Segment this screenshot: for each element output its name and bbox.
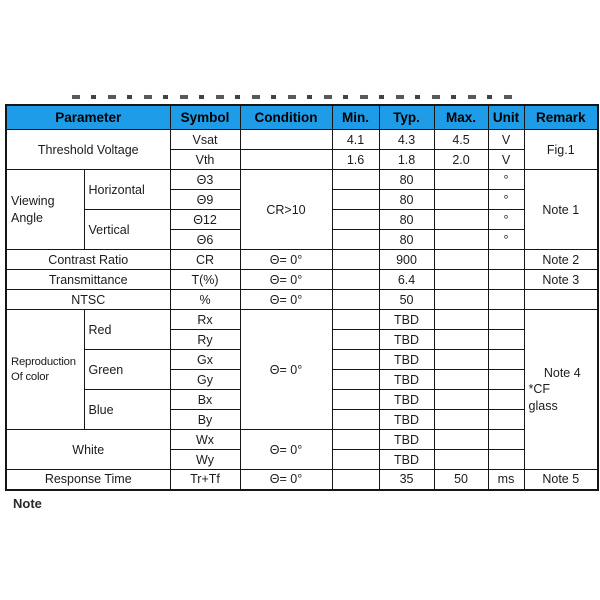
cell-4-1: 4.1 (332, 130, 379, 150)
cell-empty (332, 470, 379, 490)
cell-wx: Wx (170, 430, 240, 450)
col-header-max: Max. (434, 105, 488, 130)
cell-v: V (488, 130, 524, 150)
cell-empty (434, 310, 488, 330)
cell-empty (332, 370, 379, 390)
clipped-footer-note (13, 496, 83, 511)
table-row (6, 270, 598, 290)
cell-vertical: Vertical (84, 210, 170, 250)
cell-tbd: TBD (379, 450, 434, 470)
cell-2-0: 2.0 (434, 150, 488, 170)
cell-theta-0: Θ= 0° (240, 430, 332, 470)
cell-white: White (6, 430, 170, 470)
col-header-condition: Condition (240, 105, 332, 130)
col-header-typ: Typ. (379, 105, 434, 130)
cell-ms: ms (488, 470, 524, 490)
cell-viewing-angle: Viewing Angle (6, 170, 84, 250)
cell-empty (488, 430, 524, 450)
cell-empty (434, 250, 488, 270)
cell-empty (488, 450, 524, 470)
cell-4-3: 4.3 (379, 130, 434, 150)
cell-empty (434, 350, 488, 370)
col-header-unit: Unit (488, 105, 524, 130)
cell-50: 50 (379, 290, 434, 310)
cell-red: Red (84, 310, 170, 350)
cell-: ° (488, 170, 524, 190)
cell-empty (488, 330, 524, 350)
cell-theta-0: Θ= 0° (240, 290, 332, 310)
cell-35: 35 (379, 470, 434, 490)
cell-empty (488, 350, 524, 370)
cell-empty (240, 150, 332, 170)
col-header-parameter: Parameter (6, 105, 170, 130)
cell-note-3: Note 3 (524, 270, 598, 290)
cell-note-1: Note 1 (524, 170, 598, 250)
cell-empty (488, 390, 524, 410)
cell-empty (332, 390, 379, 410)
cell-tbd: TBD (379, 370, 434, 390)
cell-empty (434, 450, 488, 470)
cell-80: 80 (379, 210, 434, 230)
cell-50: 50 (434, 470, 488, 490)
cell-theta-0: Θ= 0° (240, 270, 332, 290)
cell-bx: Bx (170, 390, 240, 410)
table-row (6, 470, 598, 490)
cell-theta12: Θ12 (170, 210, 240, 230)
cell-response-time: Response Time (6, 470, 170, 490)
table-row (6, 130, 598, 150)
cell-tbd: TBD (379, 310, 434, 330)
cell-vth: Vth (170, 150, 240, 170)
cell-note-4-cf-glass: Note 4 *CF glass (524, 310, 598, 470)
cell-empty (434, 410, 488, 430)
cell-1-8: 1.8 (379, 150, 434, 170)
cell-wy: Wy (170, 450, 240, 470)
col-header-min: Min. (332, 105, 379, 130)
cell-: ° (488, 230, 524, 250)
cell-empty (332, 250, 379, 270)
cell-tbd: TBD (379, 410, 434, 430)
cell-empty (434, 170, 488, 190)
cell-: ° (488, 190, 524, 210)
cell-80: 80 (379, 170, 434, 190)
cell-tr-tf: Tr+Tf (170, 470, 240, 490)
cell-empty (434, 210, 488, 230)
cell-empty (332, 350, 379, 370)
cell-900: 900 (379, 250, 434, 270)
cell-empty (332, 210, 379, 230)
cell-tbd: TBD (379, 330, 434, 350)
cell-empty (488, 410, 524, 430)
cell-fig-1: Fig.1 (524, 130, 598, 170)
cell-80: 80 (379, 230, 434, 250)
cell-empty (332, 430, 379, 450)
cell-6-4: 6.4 (379, 270, 434, 290)
cell-empty (434, 370, 488, 390)
cell-empty (332, 270, 379, 290)
cell-empty (434, 270, 488, 290)
cell-green: Green (84, 350, 170, 390)
cell-transmittance: Transmittance (6, 270, 170, 290)
cell-empty (488, 270, 524, 290)
cell-v: V (488, 150, 524, 170)
cell-contrast-ratio: Contrast Ratio (6, 250, 170, 270)
col-header-remark: Remark (524, 105, 598, 130)
cell-empty (488, 370, 524, 390)
cell-blue: Blue (84, 390, 170, 430)
cell-empty (332, 290, 379, 310)
cell-empty (240, 130, 332, 150)
cell-theta9: Θ9 (170, 190, 240, 210)
table-row (6, 310, 598, 330)
cell-theta3: Θ3 (170, 170, 240, 190)
cell-empty (434, 430, 488, 450)
cell-gx: Gx (170, 350, 240, 370)
cell-empty (434, 390, 488, 410)
spec-table (5, 104, 599, 491)
cell-4-5: 4.5 (434, 130, 488, 150)
clipped-footer-note-text: Note (13, 496, 42, 511)
cell-empty (332, 330, 379, 350)
cell-empty (524, 290, 598, 310)
cell-empty (332, 230, 379, 250)
col-header-symbol: Symbol (170, 105, 240, 130)
table-row (6, 170, 598, 190)
cell-: % (170, 290, 240, 310)
cell-tbd: TBD (379, 430, 434, 450)
cell-vsat: Vsat (170, 130, 240, 150)
clipped-title-fragment (72, 95, 520, 99)
cell-empty (332, 310, 379, 330)
cell-empty (434, 290, 488, 310)
cell-80: 80 (379, 190, 434, 210)
cell-empty (434, 330, 488, 350)
cell-empty (488, 250, 524, 270)
cell-ry: Ry (170, 330, 240, 350)
cell-empty (332, 170, 379, 190)
cell-ntsc: NTSC (6, 290, 170, 310)
table-row (6, 430, 598, 450)
cell-gy: Gy (170, 370, 240, 390)
cell-empty (488, 310, 524, 330)
cell-cr-10: CR>10 (240, 170, 332, 250)
cell-theta-0: Θ= 0° (240, 470, 332, 490)
cell-reproduction-of-color: Reproduction Of color (6, 310, 84, 430)
table-row (6, 290, 598, 310)
cell-note-2: Note 2 (524, 250, 598, 270)
cell-t: T(%) (170, 270, 240, 290)
cell-theta-0: Θ= 0° (240, 250, 332, 270)
cell-empty (332, 410, 379, 430)
cell-theta6: Θ6 (170, 230, 240, 250)
cell-tbd: TBD (379, 350, 434, 370)
cell-empty (434, 230, 488, 250)
cell-cr: CR (170, 250, 240, 270)
cell-empty (332, 190, 379, 210)
cell-rx: Rx (170, 310, 240, 330)
cell-note-5: Note 5 (524, 470, 598, 490)
cell-1-6: 1.6 (332, 150, 379, 170)
cell-threshold-voltage: Threshold Voltage (6, 130, 170, 170)
cell-empty (434, 190, 488, 210)
cell-empty (488, 290, 524, 310)
table-row (6, 250, 598, 270)
cell-tbd: TBD (379, 390, 434, 410)
cell-: ° (488, 210, 524, 230)
cell-theta-0: Θ= 0° (240, 310, 332, 430)
cell-horizontal: Horizontal (84, 170, 170, 210)
cell-empty (332, 450, 379, 470)
cell-by: By (170, 410, 240, 430)
